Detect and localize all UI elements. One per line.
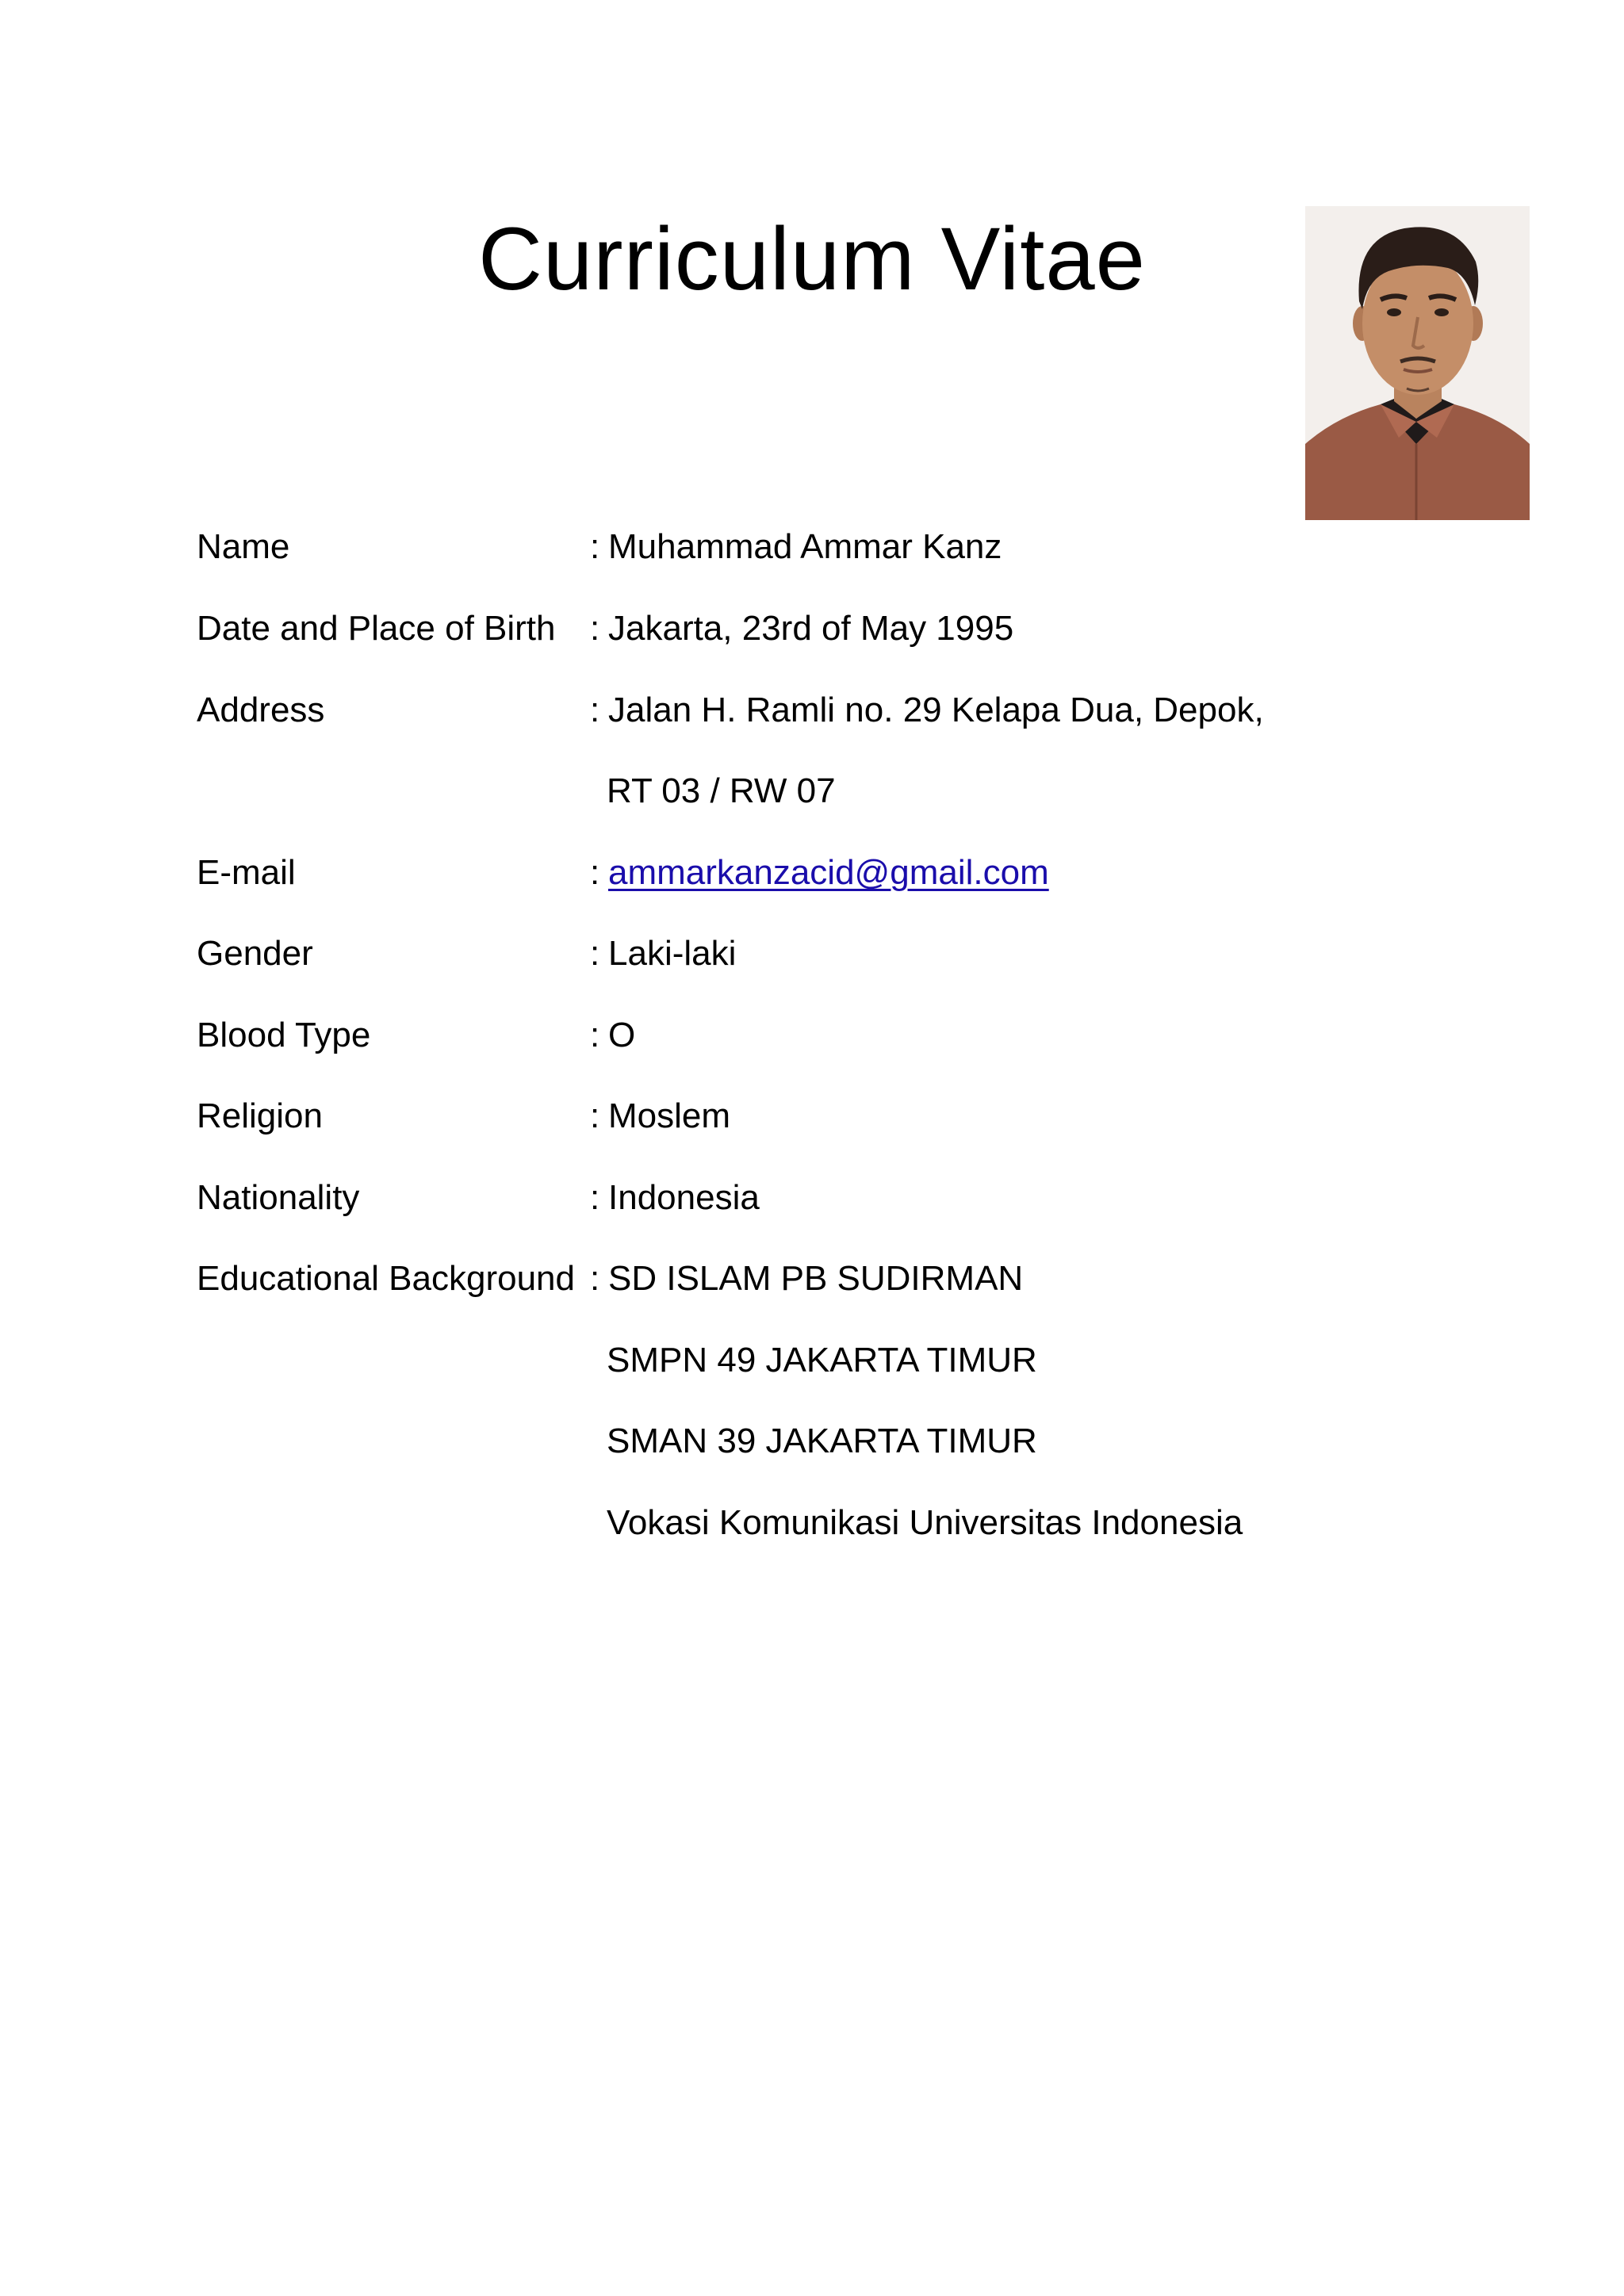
field-colon: :: [590, 1096, 600, 1135]
field-value-religion: Moslem: [608, 1096, 731, 1135]
field-label-birth: Date and Place of Birth: [197, 609, 556, 648]
field-colon: :: [590, 609, 600, 648]
field-colon: :: [590, 527, 600, 566]
field-row-gender: [0, 930, 1624, 978]
field-row-nationality: [0, 1174, 1624, 1222]
field-colon: :: [590, 934, 600, 973]
field-value-name: Muhammad Ammar Kanz: [608, 527, 1002, 566]
field-row-education-4: [0, 1499, 1624, 1547]
field-colon: :: [590, 691, 600, 729]
education-item: SMAN 39 JAKARTA TIMUR: [607, 1422, 1037, 1460]
field-label-religion: Religion: [197, 1096, 323, 1135]
education-item: SD ISLAM PB SUDIRMAN: [608, 1259, 1024, 1298]
email-link[interactable]: ammarkanzacid@gmail.com: [608, 853, 1049, 892]
field-row-email: [0, 849, 1624, 897]
education-item: Vokasi Komunikasi Universitas Indonesia: [607, 1503, 1243, 1542]
field-row-birth: [0, 605, 1624, 652]
field-value-blood-type: O: [608, 1016, 636, 1054]
field-colon: :: [590, 1178, 600, 1217]
field-row-education-3: [0, 1418, 1624, 1465]
field-label-address: Address: [197, 691, 325, 729]
field-value-gender: Laki-laki: [608, 934, 737, 973]
field-value-birth: Jakarta, 23rd of May 1995: [608, 609, 1014, 648]
field-row-education: [0, 1255, 1624, 1303]
field-label-blood-type: Blood Type: [197, 1016, 371, 1054]
field-label-name: Name: [197, 527, 290, 566]
profile-photo: [1305, 206, 1530, 520]
field-row-religion: [0, 1093, 1624, 1140]
field-value-nationality: Indonesia: [608, 1178, 760, 1217]
field-label-nationality: Nationality: [197, 1178, 360, 1217]
field-row-education-2: [0, 1337, 1624, 1384]
field-label-email: E-mail: [197, 853, 296, 892]
portrait-photo-icon: [1305, 206, 1530, 520]
field-label-education: Educational Background: [197, 1259, 575, 1298]
education-item: SMPN 49 JAKARTA TIMUR: [607, 1341, 1037, 1380]
field-row-blood-type: [0, 1012, 1624, 1059]
page-title: Curriculum Vitae: [478, 209, 1146, 308]
field-value-address: Jalan H. Ramli no. 29 Kelapa Dua, Depok,: [608, 691, 1264, 729]
field-colon: :: [590, 1016, 600, 1054]
field-value-address-line2: RT 03 / RW 07: [607, 771, 836, 810]
field-label-gender: Gender: [197, 934, 313, 973]
field-row-address-line2: [0, 767, 1624, 815]
field-row-address: [0, 687, 1624, 734]
field-colon: :: [590, 853, 600, 892]
field-colon: :: [590, 1259, 600, 1298]
field-row-name: [0, 523, 1624, 571]
